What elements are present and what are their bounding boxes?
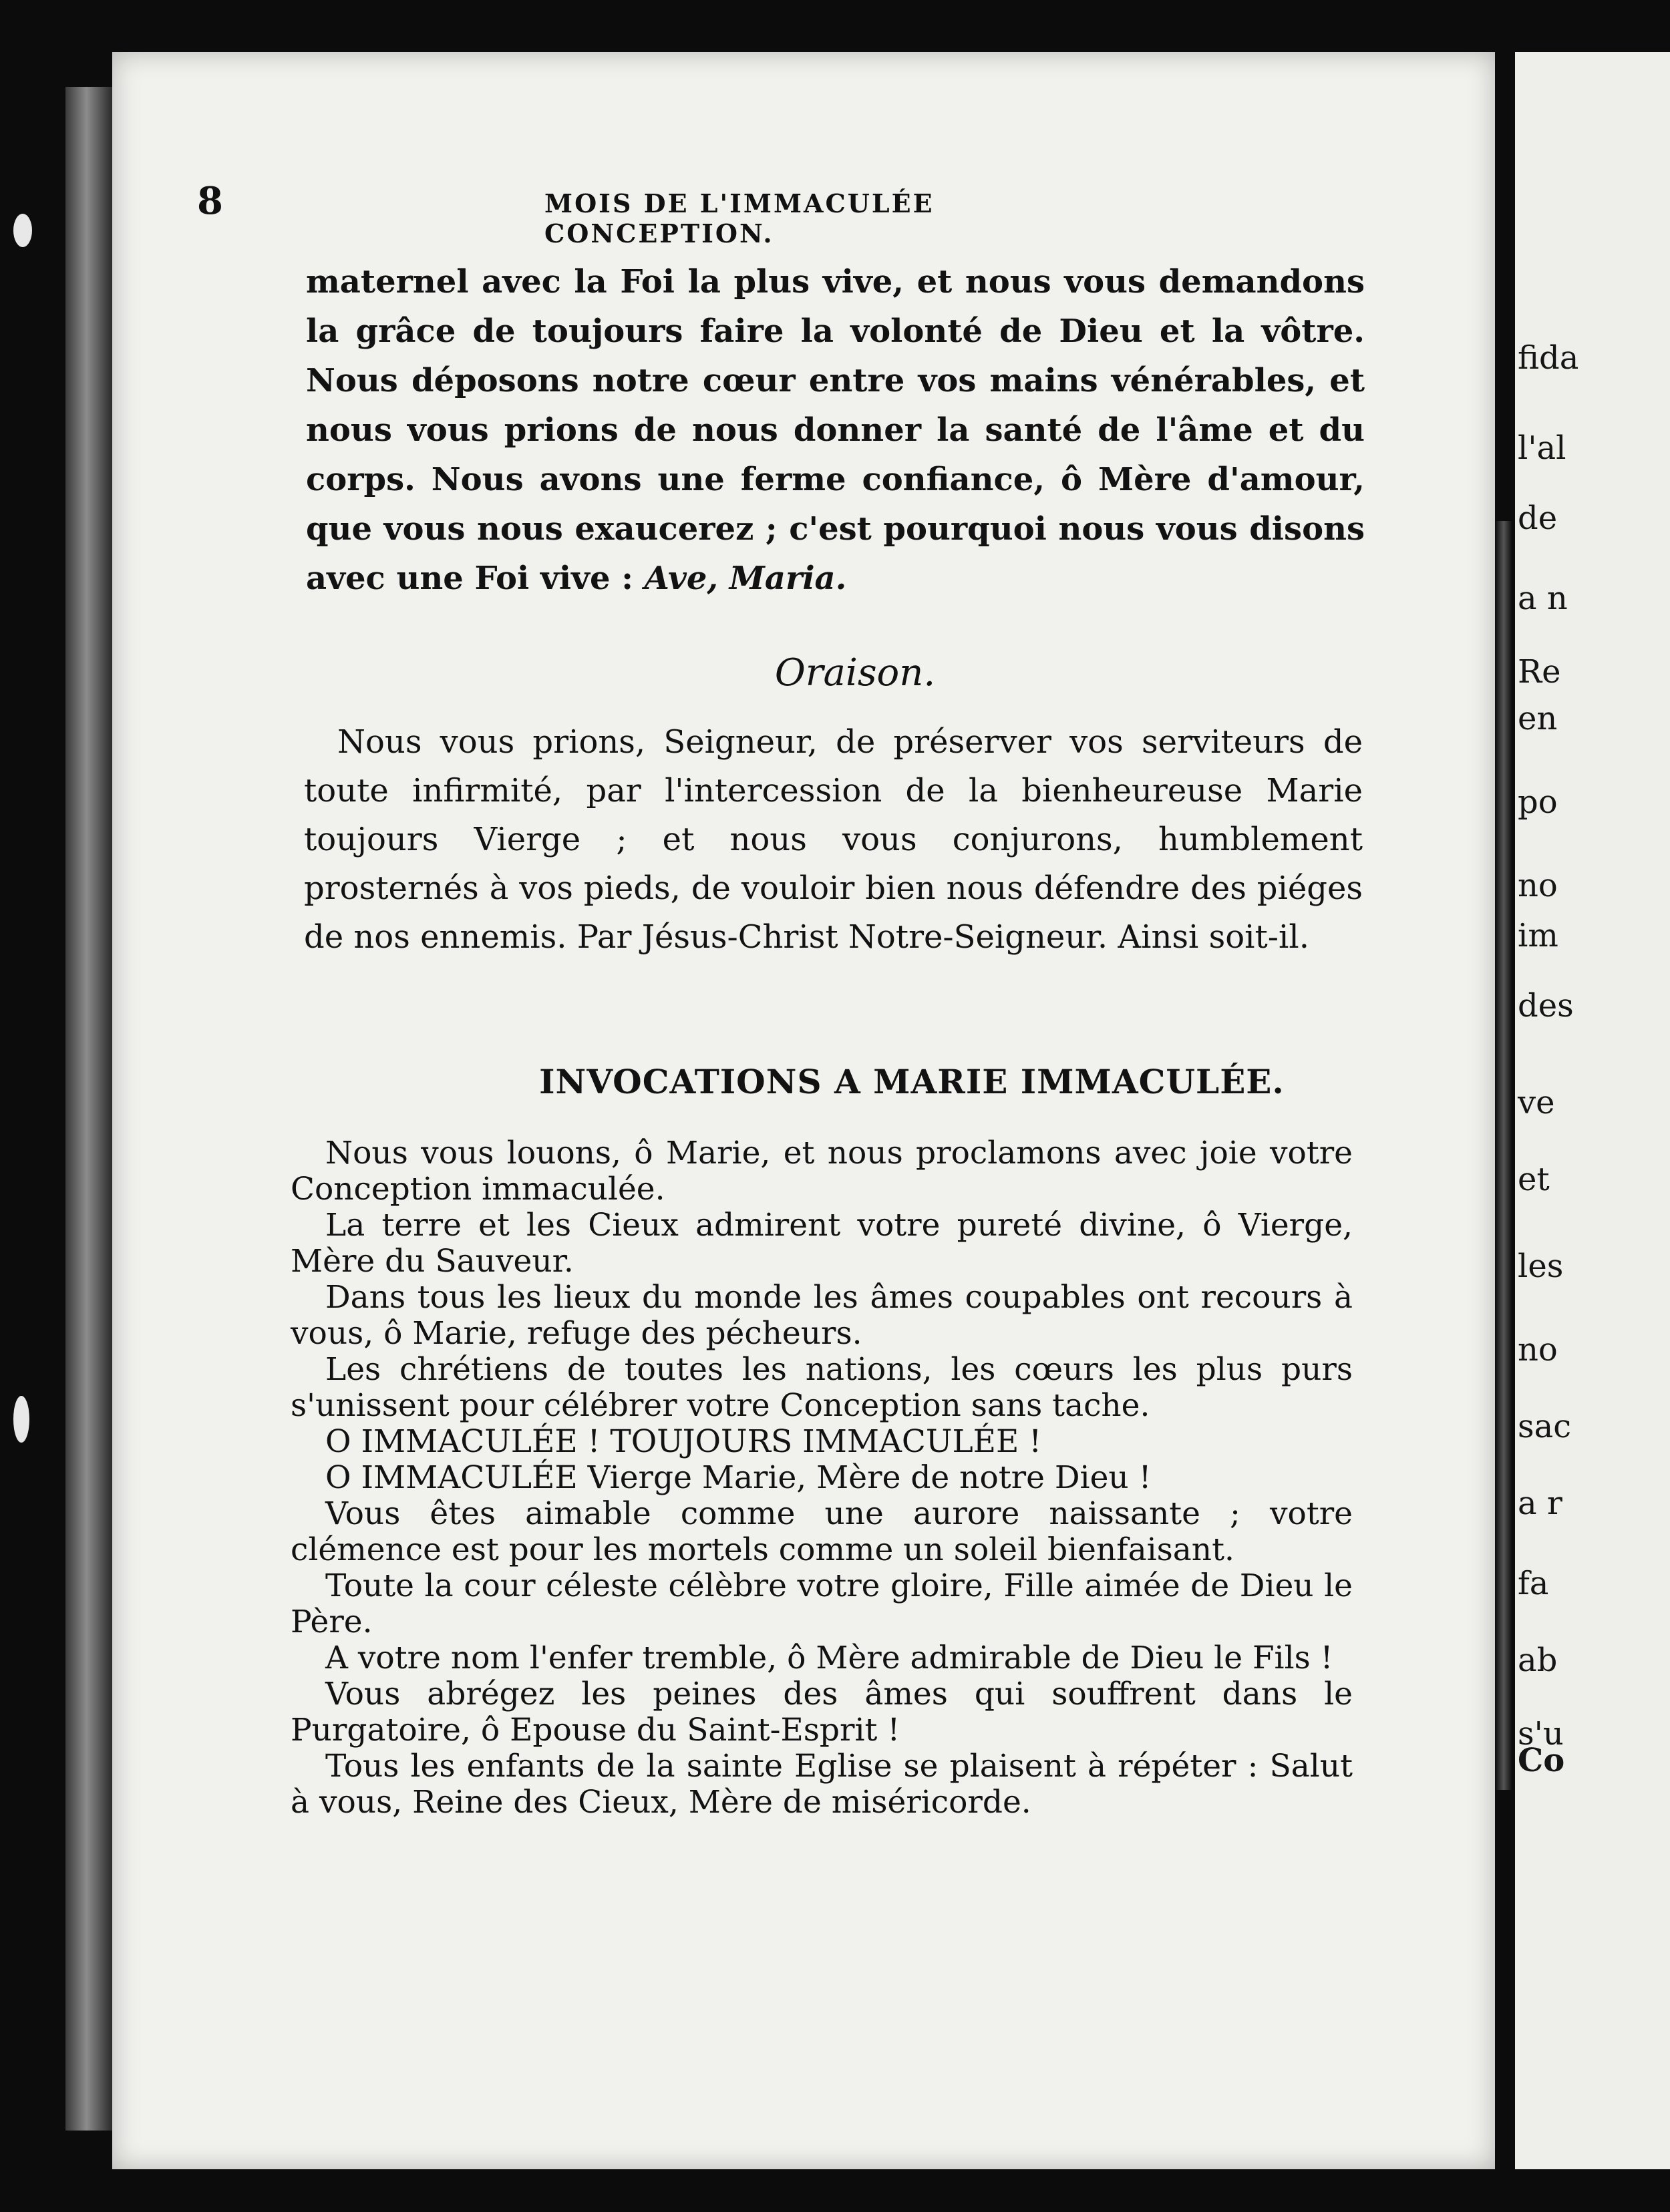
next-page-word: sac: [1518, 1408, 1572, 1445]
next-page-fragment: [1515, 52, 1670, 2169]
scan-speck: [13, 1396, 29, 1443]
oraison-paragraph: Nous vous prions, Seigneur, de préserver vos serviteurs de toute infirmité, par l'intercession de la bienheureuse Marie toujours Vierge ; et nous vous conjurons, humblement prosternés à vos pieds, de vouloir bien nous défendre des piéges de nos ennemis. Par Jésus-Christ Notre-Seigneur. Ainsi soit-il.: [304, 723, 1363, 956]
adjacent-page-edge: [65, 87, 112, 2131]
invocation: Les chrétiens de toutes les nations, les cœurs les plus purs s'unissent pour célébrer votre Conception sans tache.: [291, 1351, 1353, 1424]
book-gutter-shadow: [1495, 521, 1512, 1790]
invocation: Dans tous les lieux du monde les âmes coupables ont recours à vous, ô Marie, refuge des pécheurs.: [291, 1279, 1353, 1352]
invocations-list: [291, 1135, 1353, 1821]
invocation: A votre nom l'enfer tremble, ô Mère admirable de Dieu le Fils !: [325, 1640, 1333, 1676]
next-page-word: ab: [1518, 1642, 1558, 1679]
next-page-word: no: [1518, 867, 1558, 904]
paragraph-text: maternel avec la Foi la plus vive, et nous vous demandons la grâce de toujours faire la volonté de Dieu et la vôtre. Nous déposons notre cœur entre vos mains vénérables, et nous vous prions de nous donner la santé de l'âme et du corps. Nous avons une ferme confiance, ô Mère d'amour, que vous nous exaucerez ; c'est pourquoi nous vous disons avec une Foi vive :: [306, 263, 1365, 597]
next-page-word: en: [1518, 700, 1558, 737]
next-page-word: ve: [1518, 1084, 1555, 1121]
invocation: Vous êtes aimable comme une aurore naissante ; votre clémence est pour les mortels comme un soleil bienfaisant.: [291, 1495, 1353, 1568]
invocation: O IMMACULÉE Vierge Marie, Mère de notre Dieu !: [325, 1459, 1152, 1496]
invocation: La terre et les Cieux admirent votre pureté divine, ô Vierge, Mère du Sauveur.: [291, 1207, 1353, 1280]
next-page-word: Co: [1518, 1742, 1565, 1779]
next-page-word: s'u: [1518, 1715, 1564, 1753]
ave-maria-text: Ave, Maria.: [644, 560, 847, 597]
invocation: Nous vous louons, ô Marie, et nous proclamons avec joie votre Conception immaculée.: [291, 1135, 1353, 1208]
next-page-word: fida: [1518, 339, 1579, 377]
running-head: MOIS DE L'IMMACULÉE CONCEPTION.: [544, 188, 935, 248]
next-page-word: po: [1518, 783, 1558, 821]
next-page-word: Re: [1518, 653, 1561, 691]
oraison-heading: Oraison.: [774, 651, 936, 695]
paragraph-prayer-end: [306, 257, 1365, 603]
next-page-word: de: [1518, 500, 1558, 537]
next-page-word: des: [1518, 987, 1574, 1025]
next-page-word: a n: [1518, 580, 1568, 617]
invocation: Vous abrégez les peines des âmes qui souffrent dans le Purgatoire, ô Epouse du Saint-Esprit !: [291, 1676, 1353, 1748]
invocation: Tous les enfants de la sainte Eglise se plaisent à répéter : Salut à vous, Reine des Cieux, Mère de miséricorde.: [291, 1748, 1353, 1821]
next-page-word: les: [1518, 1248, 1564, 1285]
next-page-word: no: [1518, 1331, 1558, 1368]
section-title: INVOCATIONS A MARIE IMMACULÉE.: [539, 1062, 1285, 1101]
scan-speck: [13, 214, 32, 247]
invocation: O IMMACULÉE ! TOUJOURS IMMACULÉE !: [325, 1423, 1042, 1460]
next-page-word: fa: [1518, 1565, 1549, 1602]
next-page-word: l'al: [1518, 429, 1566, 467]
page-number: 8: [197, 179, 223, 223]
invocation: Toute la cour céleste célèbre votre gloire, Fille aimée de Dieu le Père.: [291, 1568, 1353, 1640]
page-header: [197, 179, 1159, 248]
next-page-word: a r: [1518, 1485, 1562, 1522]
next-page-word: im: [1518, 917, 1558, 954]
next-page-word: et: [1518, 1161, 1550, 1198]
